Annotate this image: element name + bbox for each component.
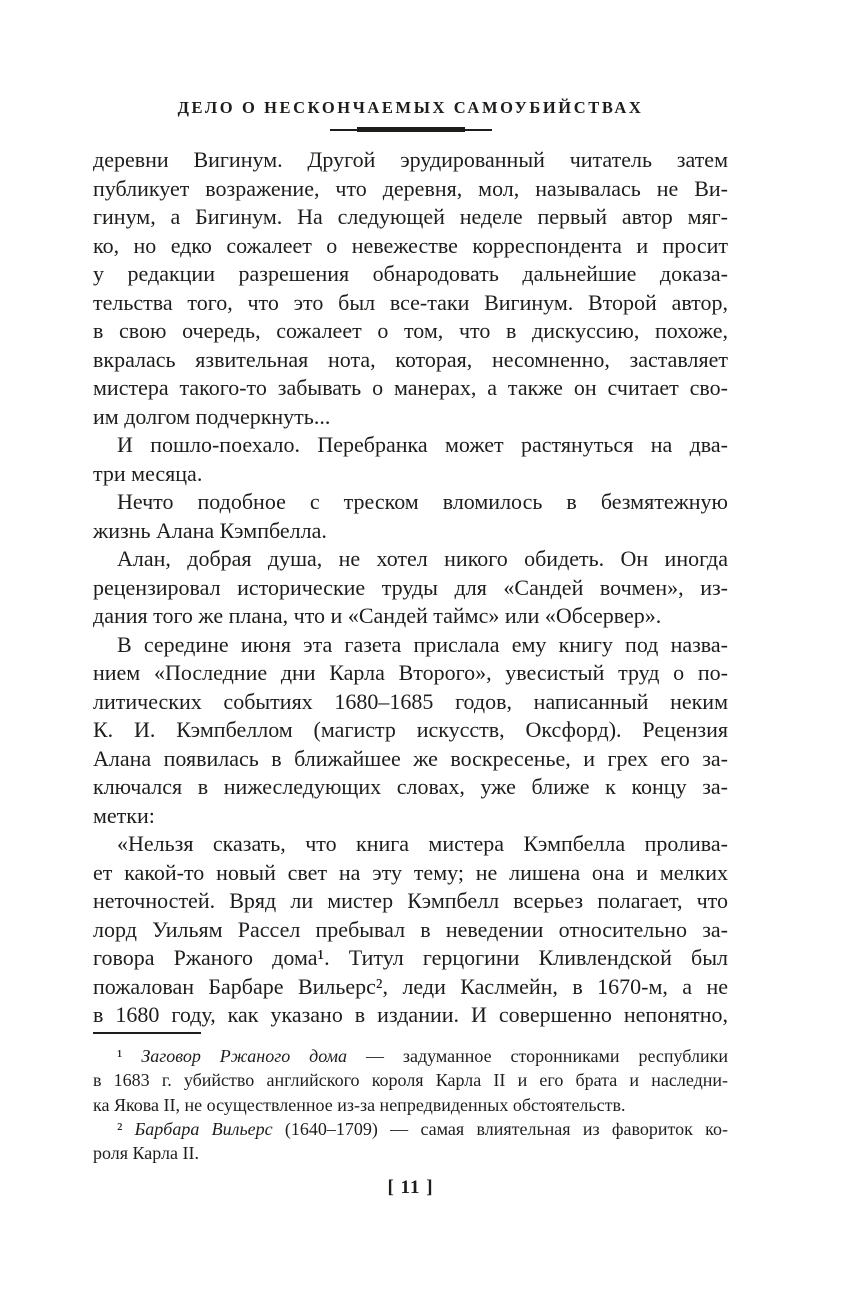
text-segment: говора Ржаного дома¹. Титул герцогини Кливлендской был [93,945,728,970]
text-segment: В середине июня эта газета прислала ему книгу под назва- [117,631,728,657]
body-text-line [93,773,728,802]
text-segment: Алан, добрая душа, не хотел никого обидеть. Он иногда [117,546,728,571]
text-segment: в 1680 году, как указано в издании. И совершенно непонятно, [93,1002,728,1027]
body-text-line [93,232,728,261]
text-segment: роля Карла II. [93,1143,200,1164]
body-text-line [93,887,728,916]
page-number: [ 11 ] [387,1177,434,1198]
text-segment: неточностей. Вряд ли мистер Кэмпбелл всерьез полагает, что [93,888,728,913]
body-text-line [93,944,728,973]
footnote-text-line [93,1117,728,1141]
text-segment: деревни Вигинум. Другой эрудированный читатель затем [93,147,728,172]
text-segment: публикует возражение, что деревня, мол, называлась не Ви- [93,175,728,201]
body-text-line [93,260,728,289]
running-head-title: ДЕЛО О НЕСКОНЧАЕМЫХ САМОУБИЙСТВАХ [177,98,644,117]
body-text-line [93,1001,728,1030]
body-text-line [93,602,728,631]
body-text-line [93,289,728,318]
text-segment: у редакции разрешения обнародовать дальнейшие доказа- [93,261,728,286]
text-segment: лорд Уильям Рассел пребывал в неведении относительно за- [93,916,728,942]
italic-term: Барбара Вильерс [134,1118,273,1139]
text-segment: вкралась язвительная нота, которая, несомненно, заставляет [93,346,728,372]
body-text-line [93,203,728,232]
italic-term: Заговор Ржаного дома [141,1046,348,1066]
body-text-line [93,830,728,859]
footnote-separator-rule [93,1032,201,1034]
text-segment: К. И. Кэмпбеллом (магистр искусств, Оксфорд). Рецензия [93,717,728,742]
footnote-text-line [93,1141,728,1165]
text-segment: ко, но едко сожалеет о невежестве корреспондента и просит [93,232,728,258]
footnotes-block [93,1044,728,1165]
body-text-line [93,517,728,546]
text-segment: ² [117,1118,135,1139]
text-segment: дания того же плана, что и «Сандей таймс» или «Обсервер». [93,603,662,628]
body-text-line [93,688,728,717]
body-text-line [93,460,728,489]
body-text-line [93,403,728,432]
body-text-line [93,374,728,403]
text-segment: — задуманное сторонниками республики [347,1046,729,1066]
body-text-line [93,175,728,204]
text-segment: три месяца. [93,460,203,486]
text-segment: в 1683 г. убийство английского короля Карла II и его брата и наследни- [93,1070,728,1091]
body-text-line [93,545,728,574]
body-text-line [93,346,728,375]
footnote-text-line [93,1068,728,1092]
text-segment: нием «Последние дни Карла Второго», увесистый труд о по- [93,660,728,685]
body-text-line [93,802,728,831]
text-segment: метки: [93,802,155,828]
body-text-line [93,631,728,660]
text-segment: «Нельзя сказать, что книга мистера Кэмпбелла пролива- [117,831,728,856]
text-segment: ка Якова II, не осуществленное из-за непредвиденных обстоятельств. [93,1094,626,1115]
text-segment: мистера такого-то забывать о манерах, а также он считает сво- [93,375,728,400]
footnote-text-line [93,1093,728,1117]
ornament-thin-left [330,129,357,131]
body-text-line [93,146,728,175]
text-segment: ключался в нижеследующих словах, уже ближе к концу за- [93,774,728,799]
text-segment: Нечто подобное с треском вломилось в безмятежную [117,489,728,514]
text-segment: (1640–1709) — самая влиятельная из фавориток ко- [272,1118,728,1139]
body-text-block [93,146,728,1030]
body-text-line [93,859,728,888]
text-segment: Алана появилась в ближайшее же воскресенье, и грех его за- [93,745,728,771]
text-segment: ет какой-то новый свет на эту тему; не лишена она и мелких [93,859,728,885]
text-segment: в свою очередь, сожалеет о том, что в дискуссию, похоже, [93,318,728,343]
ornament-thin-right [465,129,492,131]
body-text-line [93,973,728,1002]
text-segment: И пошло-поехало. Перебранка может растянуться на два- [117,432,728,457]
header-ornament-rule [93,127,728,132]
text-segment: литических событиях 1680–1685 годов, написанный неким [93,688,728,714]
text-segment: гинум, а Бигинум. На следующей неделе первый автор мяг- [93,204,728,229]
text-segment: им долгом подчеркнуть... [93,403,331,429]
text-segment: тельства того, что это был все-таки Вигинум. Второй автор, [93,289,728,315]
ornament-thick-center [357,127,465,132]
body-text-line [93,916,728,945]
text-segment: пожалован Барбаре Вильерс², леди Каслмейн, в 1670-м, а не [93,973,728,999]
text-segment: ¹ [117,1046,142,1066]
footnote-text-line [93,1044,728,1068]
body-text-line [93,574,728,603]
text-segment: рецензировал исторические труды для «Сандей вочмен», из- [93,574,728,600]
body-text-line [93,716,728,745]
body-text-line [93,317,728,346]
body-text-line [93,431,728,460]
body-text-line [93,659,728,688]
body-text-line [93,488,728,517]
text-segment: жизнь Алана Кэмпбелла. [93,517,327,543]
body-text-line [93,745,728,774]
